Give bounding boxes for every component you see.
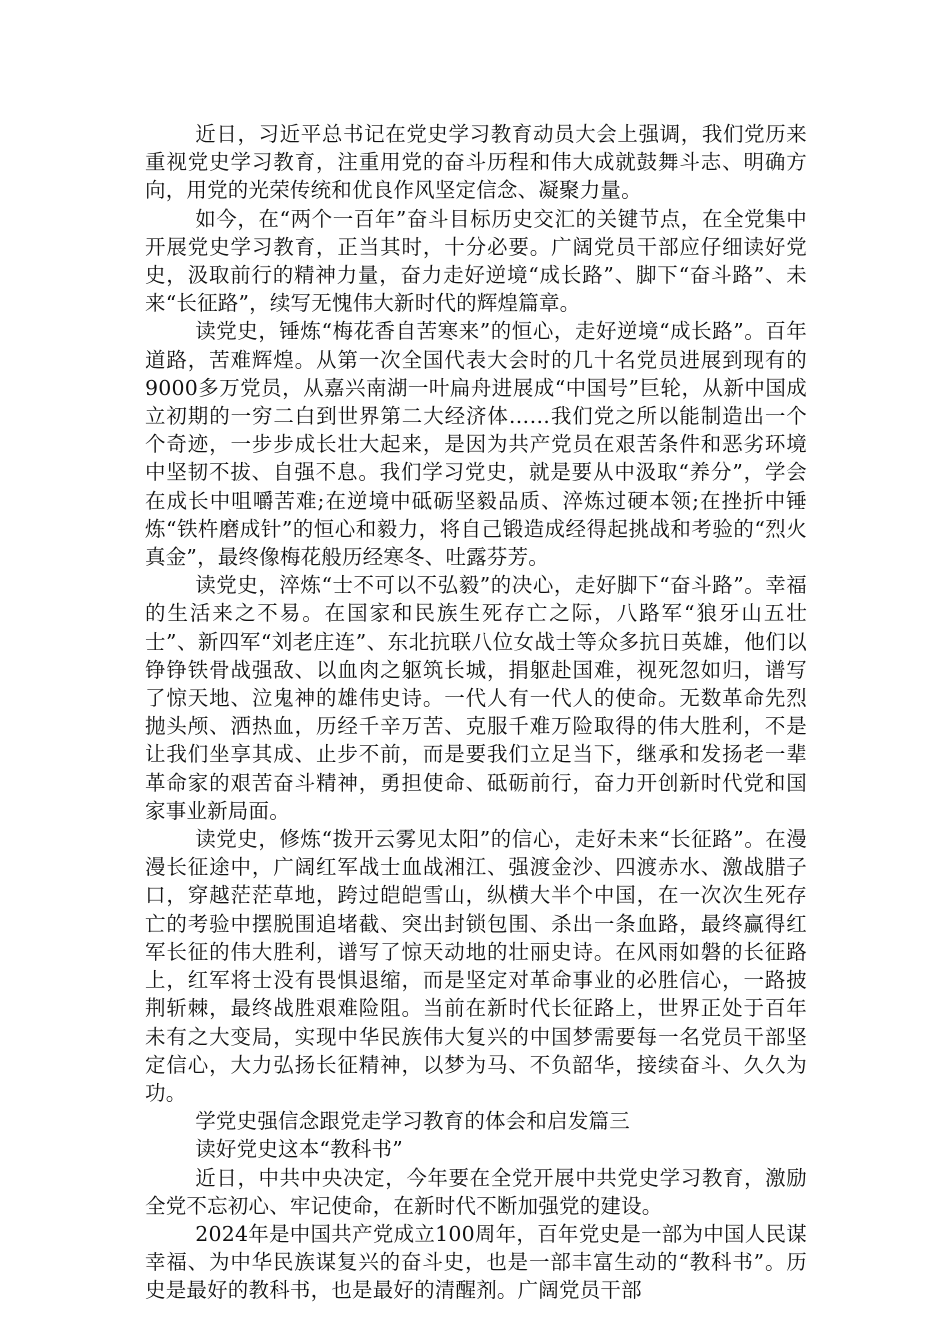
paragraph-growth-road: 读党史，锤炼“梅花香自苦寒来”的恒心，走好逆境“成长路”。百年道路，苦难辉煌。从第一次全国代表大会时的几十名党员进展到现有的9000多万党员，从嘉兴南湖一叶扁舟进展成“中国号”巨轮，从新中国成立初期的一穷二白到世界第二大经济体……我们党之所以能制造出一个个奇迹，一步步成长壮大起来，是因为共产党员在艰苦条件和恶劣环境中坚韧不拔、自强不息。我们学习党史，就是要从中汲取“养分”，学会在成长中咀嚼苦难;在逆境中砥砺坚毅品质、淬炼过硬本领;在挫折中锤炼“铁杵磨成针”的恒心和毅力，将自己锻造成经得起挑战和考验的“烈火真金”，最终像梅花般历经寒冬、吐露芬芳。 bbox=[145, 319, 807, 570]
document-body bbox=[145, 120, 807, 1305]
section-subtitle: 读好党史这本“教科书” bbox=[195, 1137, 403, 1162]
paragraph-long-march-road: 读党史，修炼“拨开云雾见太阳”的信心，走好未来“长征路”。在漫漫长征途中，广阔红军战士血战湘江、强渡金沙、四渡赤水、激战腊子口，穿越茫茫草地，跨过皑皑雪山，纵横大半个中国，在一次次生死存亡的考验中摆脱围追堵截、突出封锁包围、杀出一条血路，最终赢得红军长征的伟大胜利，谱写了惊天动地的壮丽史诗。在风雨如磐的长征路上，红军将士没有畏惧退缩，而是坚定对革命事业的必胜信心，一路披荆斩棘，最终战胜艰难险阻。当前在新时代长征路上，世界正处于百年未有之大变局，实现中华民族伟大复兴的中国梦需要每一名党员干部坚定信心，大力弘扬长征精神，以梦为马、不负韶华，接续奋斗、久久为功。 bbox=[145, 827, 807, 1105]
paragraph-centenary: 2024年是中国共产党成立100周年，百年党史是一部为中国人民谋幸福、为中华民族谋复兴的奋斗史，也是一部丰富生动的“教科书”。历史是最好的教科书，也是最好的清醒剂。广阔党员干部 bbox=[145, 1221, 807, 1303]
paragraph-context: 如今，在“两个一百年”奋斗目标历史交汇的关键节点，在全党集中开展党史学习教育，正当其时，十分必要。广阔党员干部应仔细读好党史，汲取前行的精神力量，奋力走好逆境“成长路”、脚下“奋斗路”、未来“长征路”，续写无愧伟大新时代的辉煌篇章。 bbox=[145, 206, 807, 316]
section-title: 学党史强信念跟党走学习教育的体会和启发篇三 bbox=[195, 1109, 630, 1134]
paragraph-struggle-road: 读党史，淬炼“士不可以不弘毅”的决心，走好脚下“奋斗路”。幸福的生活来之不易。在国家和民族生死存亡之际，八路军“狼牙山五壮士”、新四军“刘老庄连”、东北抗联八位女战士等众多抗日英雄，他们以铮铮铁骨战强敌、以血肉之躯筑长城，捐躯赴国难，视死忽如归，谱写了惊天地、泣鬼神的雄伟史诗。一代人有一代人的使命。无数革命先烈抛头颅、洒热血，历经千辛万苦、克服千难万险取得的伟大胜利，不是让我们坐享其成、止步不前，而是要我们立足当下，继承和发扬老一辈革命家的艰苦奋斗精神，勇担使命、砥砺前行，奋力开创新时代党和国家事业新局面。 bbox=[145, 573, 807, 823]
paragraph-intro: 近日，习近平总书记在党史学习教育动员大会上强调，我们党历来重视党史学习教育，注重用党的奋斗历程和伟大成就鼓舞斗志、明确方向，用党的光荣传统和优良作风坚定信念、凝聚力量。 bbox=[145, 122, 807, 203]
paragraph-decision: 近日，中共中央决定，今年要在全党开展中共党史学习教育，激励全党不忘初心、牢记使命，在新时代不断加强党的建设。 bbox=[145, 1165, 807, 1218]
